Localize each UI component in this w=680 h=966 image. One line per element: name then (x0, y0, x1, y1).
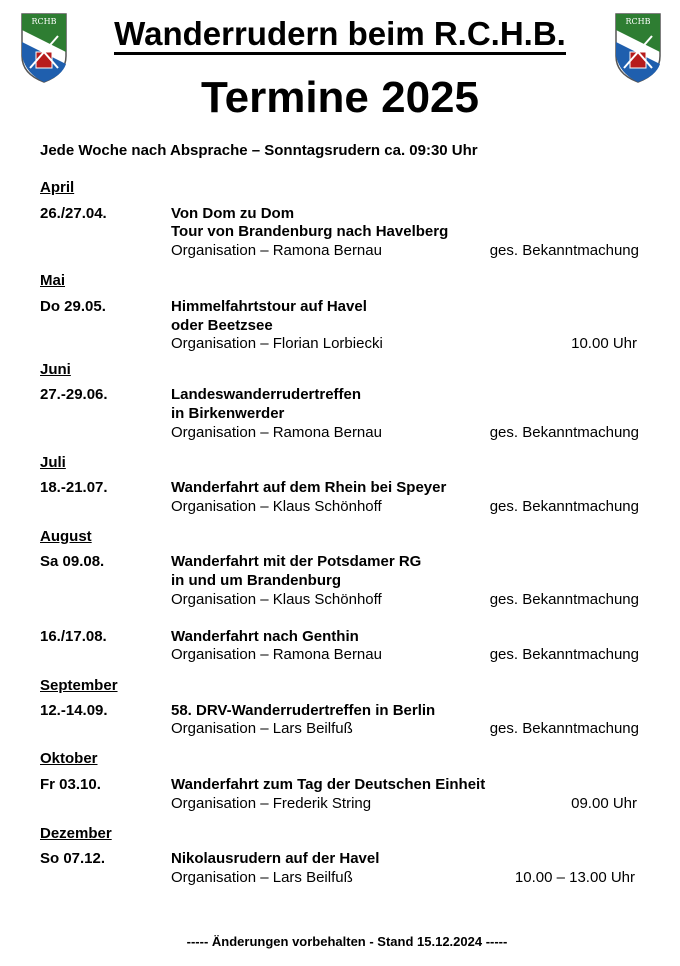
event-title-line: Wanderfahrt auf dem Rhein bei Speyer (171, 479, 447, 496)
event-title-line: oder Beetzsee (171, 317, 273, 334)
event-note: ges. Bekanntmachung (489, 720, 639, 737)
event-title-line: Tour von Brandenburg nach Havelberg (171, 223, 449, 240)
event-organizer: Organisation – Klaus Schönhoff (171, 591, 382, 608)
event-date: 26./27.04. (40, 205, 107, 222)
event-organizer: Organisation – Ramona Bernau (171, 646, 382, 663)
event-organizer: Organisation – Ramona Bernau (171, 424, 382, 441)
event-title-line: Wanderfahrt mit der Potsdamer RG (171, 553, 422, 570)
event-note: ges. Bekanntmachung (489, 646, 639, 663)
event-organizer: Organisation – Frederik String (171, 795, 372, 812)
month-heading: Dezember (40, 825, 112, 842)
event-title-line: Nikolausrudern auf der Havel (171, 850, 380, 867)
month-heading: Juli (40, 454, 66, 471)
logo-text: RCHB (625, 17, 651, 26)
event-title-line: 58. DRV-Wanderrudertreffen in Berlin (171, 702, 436, 719)
event-title-line: Wanderfahrt nach Genthin (171, 628, 359, 645)
event-date: 27.-29.06. (40, 386, 108, 403)
event-date: Sa 09.08. (40, 553, 105, 570)
event-title-line: Landeswanderrudertreffen (171, 386, 362, 403)
month-heading: Oktober (40, 750, 98, 767)
event-organizer: Organisation – Lars Beilfuß (171, 720, 353, 737)
event-note: ges. Bekanntmachung (489, 242, 639, 259)
page-title (0, 14, 680, 55)
event-date: Do 29.05. (40, 298, 106, 315)
event-note: 10.00 Uhr (571, 335, 637, 352)
event-note: 09.00 Uhr (571, 795, 637, 812)
event-title-line: Himmelfahrtstour auf Havel (171, 298, 367, 315)
event-title-line: Wanderfahrt zum Tag der Deutschen Einheit (171, 776, 486, 793)
event-note: ges. Bekanntmachung (489, 591, 639, 608)
month-heading: August (40, 528, 92, 545)
month-heading: September (40, 677, 118, 694)
event-date: So 07.12. (40, 850, 106, 867)
page-title-text: Wanderrudern beim R.C.H.B. (114, 17, 566, 55)
page-subtitle: Termine 2025 (200, 73, 479, 122)
event-date: 12.-14.09. (40, 702, 108, 719)
event-date: 16./17.08. (40, 628, 107, 645)
event-date: Fr 03.10. (40, 776, 101, 793)
event-title-line: in Birkenwerder (171, 405, 285, 422)
event-organizer: Organisation – Klaus Schönhoff (171, 498, 382, 515)
logo-text: RCHB (31, 17, 57, 26)
event-organizer: Organisation – Ramona Bernau (171, 242, 382, 259)
event-note: ges. Bekanntmachung (489, 424, 639, 441)
month-heading: Mai (40, 272, 66, 289)
event-title-line: in und um Brandenburg (171, 572, 341, 589)
event-note: ges. Bekanntmachung (489, 498, 639, 515)
event-note: 10.00 – 13.00 Uhr (514, 869, 635, 886)
event-organizer: Organisation – Florian Lorbiecki (171, 335, 383, 352)
footer-note: ----- Änderungen vorbehalten - Stand 15.12.2024 ----- (186, 934, 508, 949)
event-organizer: Organisation – Lars Beilfuß (171, 869, 353, 886)
event-title-line: Von Dom zu Dom (171, 205, 295, 222)
event-date: 18.-21.07. (40, 479, 108, 496)
weekly-note: Jede Woche nach Absprache – Sonntagsrudern ca. 09:30 Uhr (40, 142, 478, 159)
month-heading: Juni (40, 361, 71, 378)
month-heading: April (40, 179, 75, 196)
